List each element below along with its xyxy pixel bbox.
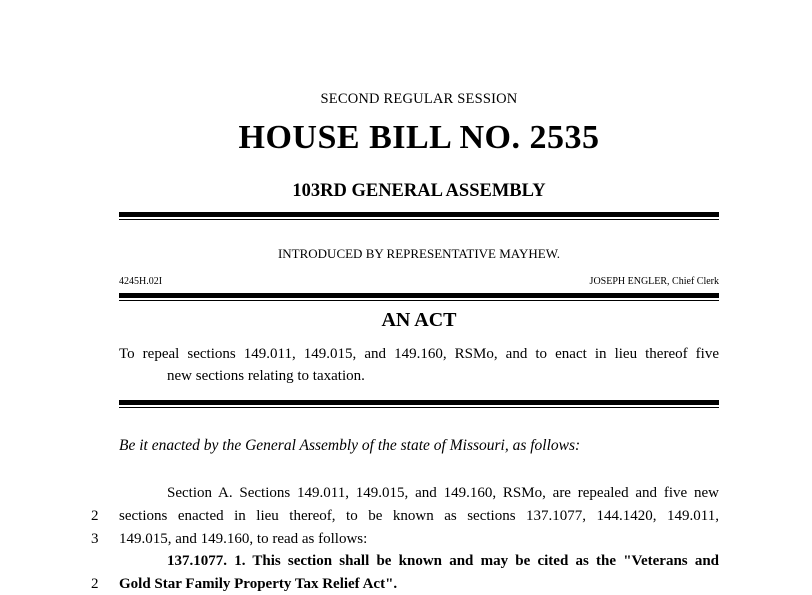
divider-rule — [119, 219, 719, 220]
enacting-clause: Be it enacted by the General Assembly of the state of Missouri, as follows: — [119, 437, 581, 454]
divider-rule — [119, 212, 719, 217]
bill-code: 4245H.02I — [119, 276, 163, 287]
line-number: 2 — [91, 508, 99, 524]
section-137-1077-line: Gold Star Family Property Tax Relief Act". — [119, 576, 398, 592]
divider-rule — [119, 407, 719, 408]
line-number: 3 — [91, 531, 99, 547]
purpose-line: To repeal sections 149.011, 149.015, and 149.160, RSMo, and to enact in lieu thereof five — [119, 346, 719, 362]
divider-rule — [119, 400, 719, 405]
section-a-line: 149.015, and 149.160, to read as follows: — [119, 531, 368, 547]
act-purpose — [119, 343, 719, 387]
purpose-line: new sections relating to taxation. — [167, 368, 365, 384]
section-a-line: sections enacted in lieu thereof, to be known as sections 137.1077, 144.1420, 149.011, — [119, 508, 719, 524]
line-number: 2 — [91, 576, 99, 592]
assembly-label: 103RD GENERAL ASSEMBLY — [292, 181, 546, 201]
chief-clerk: JOSEPH ENGLER, Chief Clerk — [589, 276, 719, 287]
divider-rule — [119, 300, 719, 301]
act-heading: AN ACT — [381, 309, 457, 331]
section-a-line: Section A. Sections 149.011, 149.015, and 149.160, RSMo, are repealed and five new — [167, 485, 719, 501]
bill-title: HOUSE BILL NO. 2535 — [238, 119, 600, 156]
divider-rule — [119, 293, 719, 298]
introduced-by: INTRODUCED BY REPRESENTATIVE MAYHEW. — [277, 246, 561, 261]
section-137-1077-line: 137.1077. 1. This section shall be known and may be cited as the "Veterans and — [167, 553, 719, 569]
session-label: SECOND REGULAR SESSION — [320, 91, 518, 107]
